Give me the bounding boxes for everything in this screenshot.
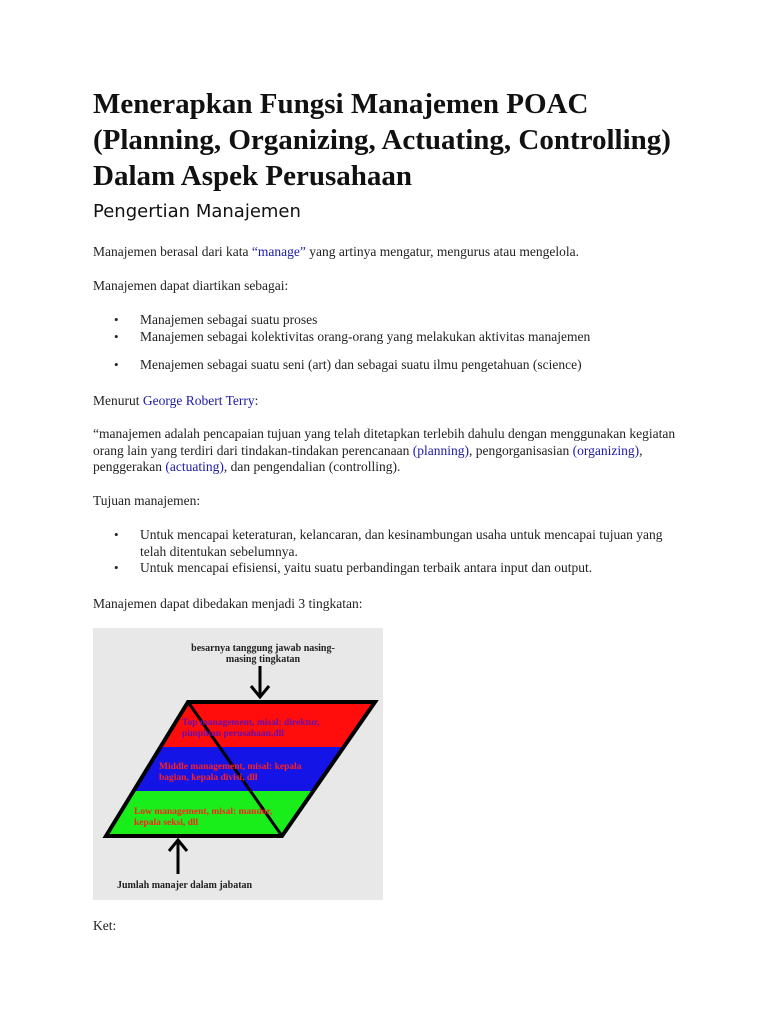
list-item: • Untuk mencapai efisiensi, yaitu suatu perbandingan terbaik antara input dan output. <box>93 560 683 577</box>
level-top-label-line1: Top management, misal: direktur, <box>182 718 320 728</box>
george-robert-terry-link[interactable]: George Robert Terry <box>142 393 255 408</box>
paragraph-ket: Ket: <box>93 918 117 933</box>
list-item: • Manajemen sebagai suatu proses <box>93 312 693 329</box>
list-item: • Manajemen sebagai kolektivitas orang-orang yang melakukan aktivitas manajemen <box>93 329 693 346</box>
organizing-link[interactable]: (organizing) <box>572 442 640 458</box>
text: , dan pengendalian (controlling). <box>223 459 401 474</box>
text: Manajemen berasal dari kata <box>93 244 252 259</box>
manage-link[interactable]: “manage” <box>251 244 306 259</box>
actuating-link[interactable]: (actuating) <box>165 459 224 474</box>
list-item: • Untuk mencapai keteraturan, kelancaran, dan kesinambungan usaha untuk mencapai tujuan yang telah ditentukan sebelumnya. <box>93 527 683 560</box>
text: , pengorganisasian <box>469 442 573 458</box>
planning-link[interactable]: (planning) <box>412 442 469 458</box>
definition-list <box>93 312 693 374</box>
level-middle-label-line2: bagian, kepala divisi, dll <box>159 773 258 783</box>
level-low-label-line2: kepala seksi, dll <box>134 818 199 828</box>
level-middle-label-line1: Middle management, misal: kepala <box>159 762 302 772</box>
level-low-label-line1: Low management, misal: mandor, <box>134 807 273 817</box>
paragraph-terry <box>93 393 258 410</box>
paragraph-goals: Tujuan manajemen: <box>93 493 201 508</box>
diagram-svg <box>93 628 383 900</box>
bottom-caption: Jumlah manajer dalam jabatan <box>117 880 253 891</box>
list-item: • Menajemen sebagai suatu seni (art) dan sebagai suatu ilmu pengetahuan (science) <box>93 357 693 374</box>
text: : <box>254 393 259 408</box>
level-top-label-line2: pimpinan perusahaan,dll <box>182 729 284 739</box>
top-caption-line2: masing tingkatan <box>225 654 301 665</box>
section-heading: Pengertian Manajemen <box>93 201 301 222</box>
paragraph-quote <box>93 426 683 476</box>
top-caption-line1: besarnya tanggung jawab nasing- <box>191 643 335 654</box>
goals-list <box>93 527 683 577</box>
text: “manajemen adalah pencapaian tujuan yang telah ditetapkan terlebih dahulu dengan menggunakan kegiatan orang lain yang terdiri dari tindakan-tindakan perencanaan <box>93 426 676 458</box>
text: yang artinya mengatur, mengurus atau mengelola. <box>305 244 580 259</box>
paragraph-intro-list: Manajemen dapat diartikan sebagai: <box>93 278 289 293</box>
paragraph-definition <box>93 244 579 261</box>
text: , penggerakan <box>93 442 643 474</box>
management-levels-diagram <box>93 628 383 900</box>
page-title: Menerapkan Fungsi Manajemen POAC (Planning, Organizing, Actuating, Controlling) Dalam Aspek Perusahaan <box>93 88 671 192</box>
text: Menurut <box>93 393 143 408</box>
paragraph-levels: Manajemen dapat dibedakan menjadi 3 tingkatan: <box>93 596 363 611</box>
